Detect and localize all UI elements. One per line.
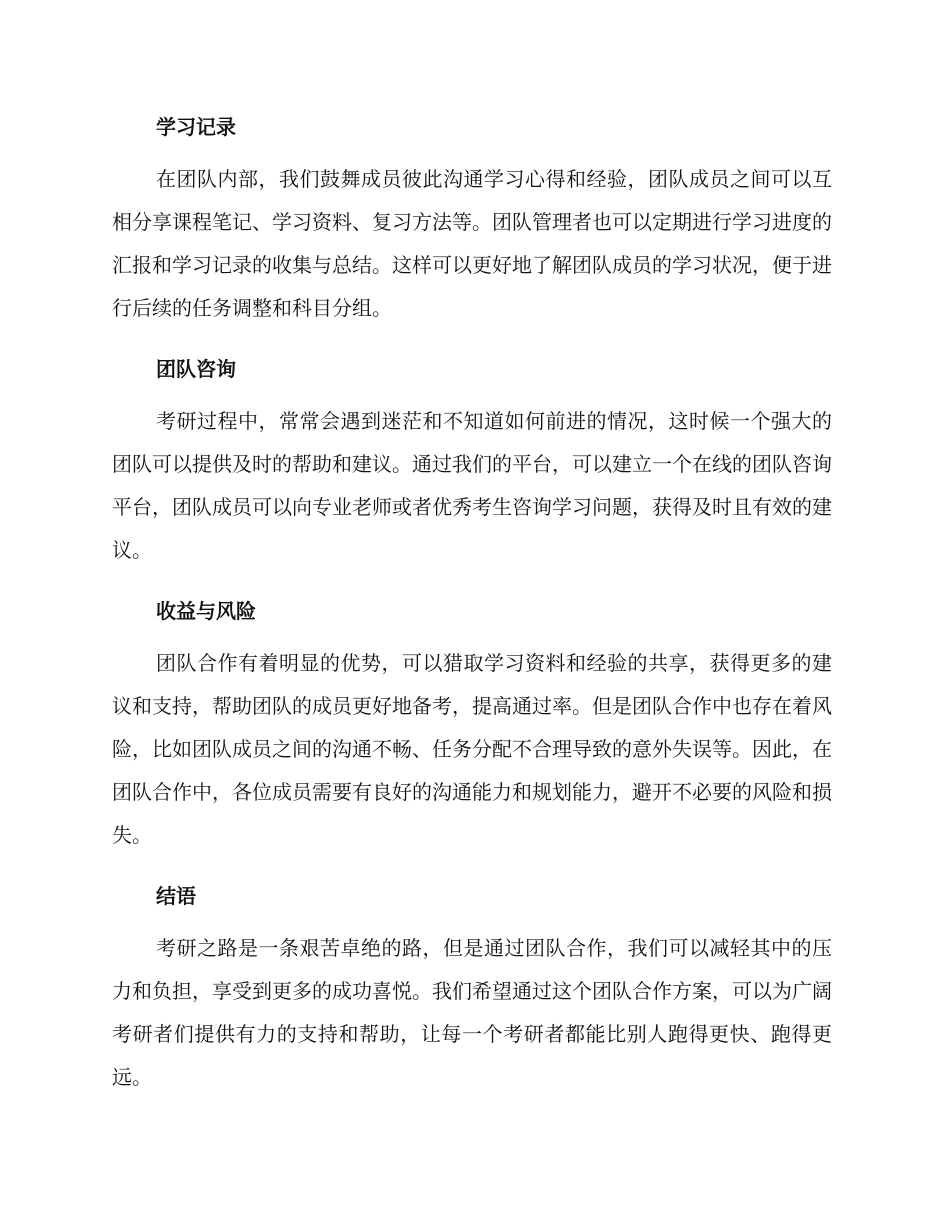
section-title-team-consulting: 团队咨询 (156, 357, 236, 381)
section-title-study-records: 学习记录 (156, 115, 236, 139)
section-body-study-records: 在团队内部，我们鼓舞成员彼此沟通学习心得和经验，团队成员之间可以互相分享课程笔记、学习资料、复习方法等。团队管理者也可以定期进行学习进度的汇报和学习记录的收集与总结。这样可以更好地了解团队成员的学习状况，便于进行后续的任务调整和科目分组。 (112, 167, 832, 320)
section-body-conclusion: 考研之路是一条艰苦卓绝的路，但是通过团队合作，我们可以减轻其中的压力和负担，享受到更多的成功喜悦。我们希望通过这个团队合作方案，可以为广阔考研者们提供有力的支持和帮助，让每一个考研者都能比别人跑得更快、跑得更远。 (112, 936, 832, 1089)
section-title-benefits-risks: 收益与风险 (156, 599, 256, 623)
section-body-benefits-risks: 团队合作有着明显的优势，可以猎取学习资料和经验的共享，获得更多的建议和支持，帮助团队的成员更好地备考，提高通过率。但是团队合作中也存在着风险，比如团队成员之间的沟通不畅、任务分配不合理导致的意外失误等。因此，在团队合作中，各位成员需要有良好的沟通能力和规划能力，避开不必要的风险和损失。 (112, 651, 832, 847)
section-title-conclusion: 结语 (156, 884, 196, 908)
section-body-team-consulting: 考研过程中，常常会遇到迷茫和不知道如何前进的情况，这时候一个强大的团队可以提供及时的帮助和建议。通过我们的平台，可以建立一个在线的团队咨询平台，团队成员可以向专业老师或者优秀考生咨询学习问题，获得及时且有效的建议。 (112, 409, 832, 562)
document-content (112, 108, 832, 1119)
